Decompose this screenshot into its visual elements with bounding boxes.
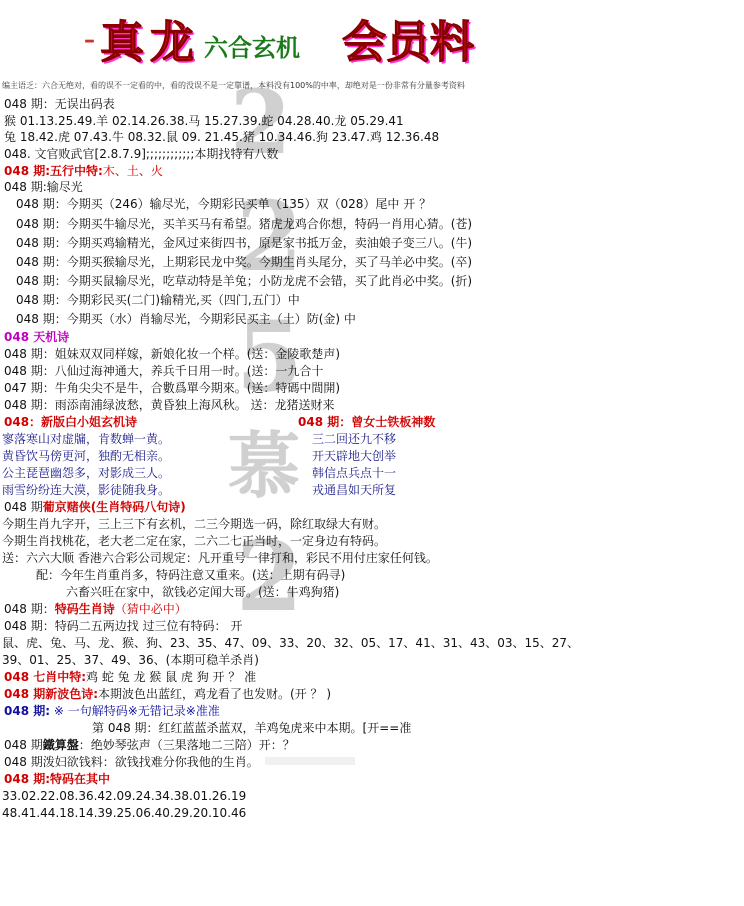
section-heading: 048：新版白小姐玄机诗: [4, 415, 138, 429]
section-label: 048 期:: [4, 704, 51, 718]
logo-zhen: 真: [100, 17, 144, 68]
text-line: 配：今年生肖重肖多，特码注意又重来。(送：上期有码寻): [36, 568, 346, 582]
section-value: 鸡 蛇 兔 龙 猴 鼠 虎 狗 开 ？ 准: [86, 670, 257, 684]
text-line: 048 期：今期买鼠输尽光，吃草动特是羊兔；小防龙虎不会错，买了此肖必中奖。(折): [16, 274, 473, 288]
section-heading: 048 期:特码在其中: [4, 772, 111, 786]
poem-line: 寥落寒山对虚牖，肯数蝉一黄。: [2, 432, 171, 446]
number-list: 48.41.44.18.14.39.25.06.40.29.20.10.46: [2, 806, 247, 820]
text-line: 048 期：无误出码表: [4, 97, 115, 111]
section-value: ※ 一句解特码※无错记录※准准: [53, 704, 220, 718]
text-line: 048 期：今期买猴输尽光，上期彩民龙中奖。今期生肖头尾分，买了马羊必中奖。(卒): [16, 255, 473, 269]
disclaimer-text: 编主语乏：六合无绝对，看的误不一定看的中，看的没误不是一定靠谱，本料没有100%的中率，却绝对是一份非常有分量参考资料: [2, 81, 465, 90]
poem-line: 韩信点兵点十一: [312, 466, 397, 480]
text-line: 今期生肖找桃花，老大老二定在家，二六二七正当时，一定身边有特码。: [2, 534, 387, 548]
section-title: 鐵算盤: [42, 738, 79, 752]
text-line: 048 期：八仙过海神通大，养兵千日用一时。(送：一九合十: [4, 364, 324, 378]
text-line: 39、01、25、37、49、36、(本期可稳羊杀肖): [2, 653, 259, 667]
section-value: 本期波色出蓝红，鸡龙看了也发财。(开 ？ ): [98, 687, 332, 701]
section-title: 特码生肖诗: [54, 602, 115, 616]
number-table-row: 兔 18.42.虎 07.43.牛 08.32.鼠 09. 21.45.猪 10.34.46.狗 23.47.鸡 12.36.48: [4, 130, 440, 144]
text-line: 048 期泼妇欲钱料：欲钱找难分你我他的生肖。: [4, 755, 259, 769]
text-line: 047 期：牛角尖尖不是牛，合數爲單今期來。(送：特碼中間開): [4, 381, 341, 395]
section-heading: [4, 499, 186, 515]
section-heading: [4, 737, 295, 753]
section-heading: 048 期：曾女士铁板神数: [298, 415, 436, 429]
section-label: 048 七肖中特:: [4, 670, 87, 684]
text-line: 今期生肖九字开，三上三下有玄机，二三今期选一码，除红取绿大有财。: [2, 517, 387, 531]
section-title: 葡京赌侠(生肖特码八句诗): [42, 500, 186, 514]
text-line: 048. 文官败武官[2.8.7.9];;;;;;;;;;;;本期找特有八数: [4, 147, 279, 161]
section-label: 048 期: [4, 738, 43, 752]
logo-huiyuanliao: 会员料: [342, 17, 474, 68]
text-line: 第 048 期：红红蓝蓝杀蓝双，羊鸡兔虎来中本期。[开==准: [92, 721, 412, 735]
watermark-glyph: 2: [230, 70, 292, 174]
section-label: 048 期:五行中特:: [4, 164, 103, 178]
section-value: 木、土、火: [102, 164, 163, 178]
text-line: 送：六六大顺 香港六合彩公司规定：凡开重号一律打和，彩民不用付庄家任何钱。: [2, 551, 438, 565]
text-line: 048 期：今期买鸡输精光，金风过来街四书，原是家书抵万金，卖油娘子变三八。(牛): [16, 236, 473, 250]
section-label: 048 期: [4, 500, 43, 514]
text-line: 048 期:输尽光: [4, 180, 83, 194]
text-line: 六畜兴旺在家中，欲钱必定闻大哥。(送：牛鸡狗猪): [66, 585, 340, 599]
section-note: （猜中必中）: [114, 602, 187, 616]
watermark-glyph: 5: [236, 300, 303, 413]
section-label: 048 期新波色诗:: [4, 687, 99, 701]
text-line: 048 期：特码二五两边找 过三位有特码： 开: [4, 619, 243, 633]
text-line: 048 期：今期买牛输尽光，买羊买马有希望。猪虎龙鸡合你想，特码一肖用心猜。(苍): [16, 217, 473, 231]
section-heading: [4, 703, 220, 719]
watermark-glyph: 慕: [228, 423, 301, 508]
text-line: 048 期：今期买（246）输尽光，今期彩民买单（135）双（028）尾中 开 ？: [16, 197, 432, 211]
poem-line: 戎通昌如天所复: [312, 483, 397, 497]
watermark-glyph: 2: [236, 520, 303, 633]
number-list: 33.02.22.08.36.42.09.24.34.38.01.26.19: [2, 789, 247, 803]
section-heading: [4, 669, 256, 685]
text-line: 048 期：姐妹双双同样嫁，新娘化妆一个样。(送：金陵歌楚声): [4, 347, 341, 361]
poem-line: 三二回还九不移: [312, 432, 397, 446]
text-line: 鼠、虎、兔、马、龙、猴、狗、23、35、47、09、33、20、32、05、17、41、31、43、03、15、27、: [2, 636, 580, 650]
faded-overlay: [265, 757, 355, 765]
poem-line: 雨雪纷纷连大漠，影徒随我身。: [2, 483, 171, 497]
section-heading: 048 天机诗: [4, 330, 70, 344]
text-line: 048 期：今期买（水）肖输尽光，今期彩民买主（土）防(金) 中: [16, 312, 356, 326]
poem-line: 黄昏饮马傍更河，独酌无相亲。: [2, 449, 171, 463]
number-table-row: 猴 01.13.25.49.羊 02.14.26.38.马 15.27.39.蛇 04.28.40.龙 05.29.41: [4, 114, 404, 128]
section-label: 048 期：: [4, 602, 55, 616]
text-line: 048 期：雨添南浦绿波愁，黄昏独上海风秋。 送：龙猪送财来: [4, 398, 335, 412]
section-heading: [4, 163, 163, 179]
watermark-glyph: 2: [236, 180, 303, 293]
section-heading: [4, 686, 331, 702]
section-value: ：绝妙琴弦声（三果落地二三陪）开：？: [78, 738, 295, 752]
poem-line: 公主琵琶幽怨多，对影成三人。: [2, 466, 171, 480]
logo-subtitle: 六合玄机: [204, 33, 300, 62]
header-dash: –: [84, 28, 95, 53]
logo-long: 龙: [150, 17, 194, 68]
header-banner: [0, 0, 744, 78]
section-heading: [4, 601, 187, 617]
poem-line: 开天辟地大创举: [312, 449, 397, 463]
text-line: 048 期：今期彩民买(二门)输精光,买（四门,五门）中: [16, 293, 300, 307]
